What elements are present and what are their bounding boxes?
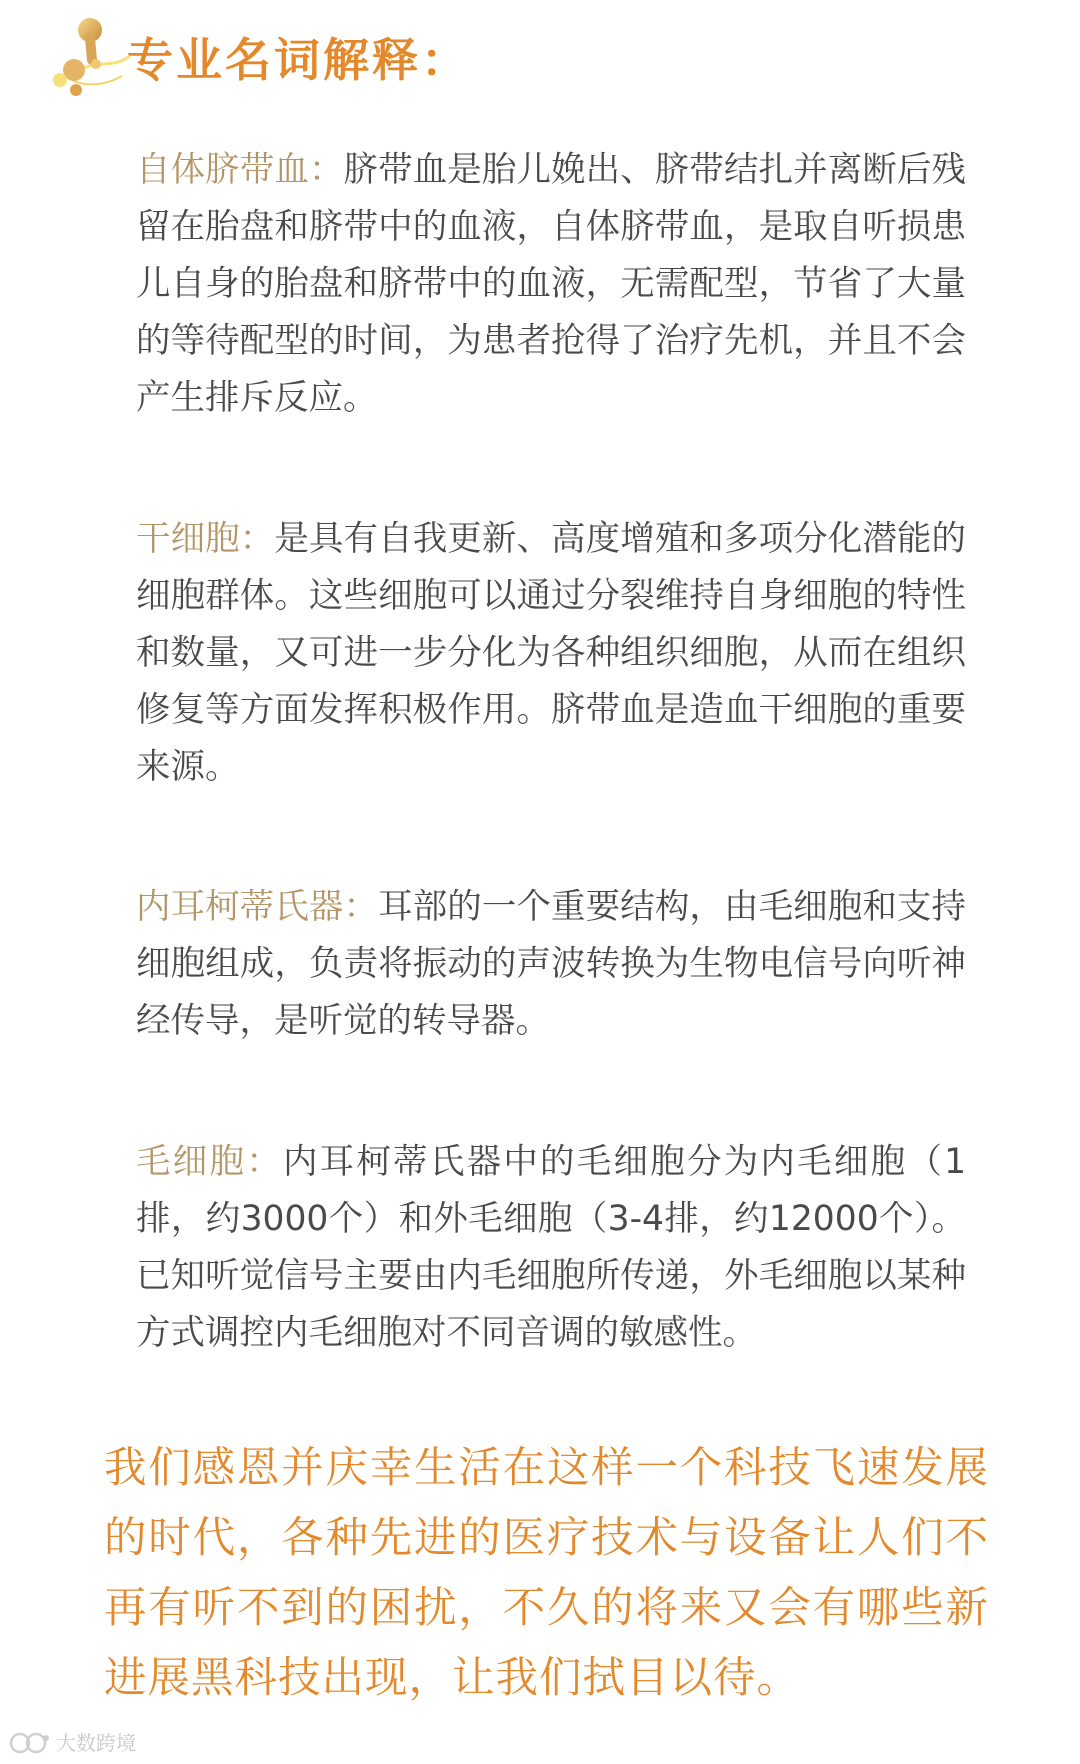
section-header: [52, 18, 552, 98]
term-colon: ：: [308, 150, 344, 190]
term-colon: ：: [246, 1142, 283, 1182]
term-definition: [136, 142, 966, 427]
term-text: 脐带血是胎儿娩出、脐带结扎并离断后残留在胎盘和脐带中的血液，自体脐带血，是取自听损患儿自身的胎盘和脐带中的血液，无需配型，节省了大量的等待配型的时间，为患者抢得了治疗先机，并且不会产生排斥反应。: [136, 150, 967, 418]
term-text: 耳部的一个重要结构，由毛细胞和支持细胞组成，负责将振动的声波转换为生物电信号向听神经传导，是听觉的转导器。: [136, 887, 967, 1041]
closing-paragraph: 我们感恩并庆幸生活在这样一个科技飞速发展的时代，各种先进的医疗技术与设备让人们不再有听不到的困扰，不久的将来又会有哪些新进展黑科技出现，让我们拭目以待。: [104, 1444, 989, 1703]
watermark: [8, 1728, 136, 1758]
term-label: 干细胞: [136, 519, 240, 559]
term-colon: ：: [343, 887, 379, 927]
term-label: 内耳柯蒂氏器: [136, 887, 344, 927]
term-definition: [136, 1134, 966, 1362]
term-text: 是具有自我更新、高度增殖和多项分化潜能的细胞群体。这些细胞可以通过分裂维持自身细胞的特性和数量，又可进一步分化为各种组织细胞，从而在组织修复等方面发挥积极作用。脐带血是造血干细胞的重要来源。: [136, 519, 967, 787]
term-definition: [136, 511, 966, 796]
term-text: 内耳柯蒂氏器中的毛细胞分为内毛细胞（1排，约3000个）和外毛细胞（3-4排，约12000个）。已知听觉信号主要由内毛细胞所传递，外毛细胞以某种方式调控内毛细胞对不同音调的敏感性。: [136, 1142, 967, 1353]
page-title: 专业名词解释：: [127, 33, 470, 87]
term-definition: [136, 879, 966, 1050]
term-label: 自体脐带血: [136, 150, 309, 190]
term-label: 毛细胞: [136, 1142, 247, 1182]
watermark-logo-icon: [8, 1730, 52, 1756]
term-colon: ：: [239, 519, 275, 559]
watermark-text: 大数跨境: [56, 1731, 136, 1755]
